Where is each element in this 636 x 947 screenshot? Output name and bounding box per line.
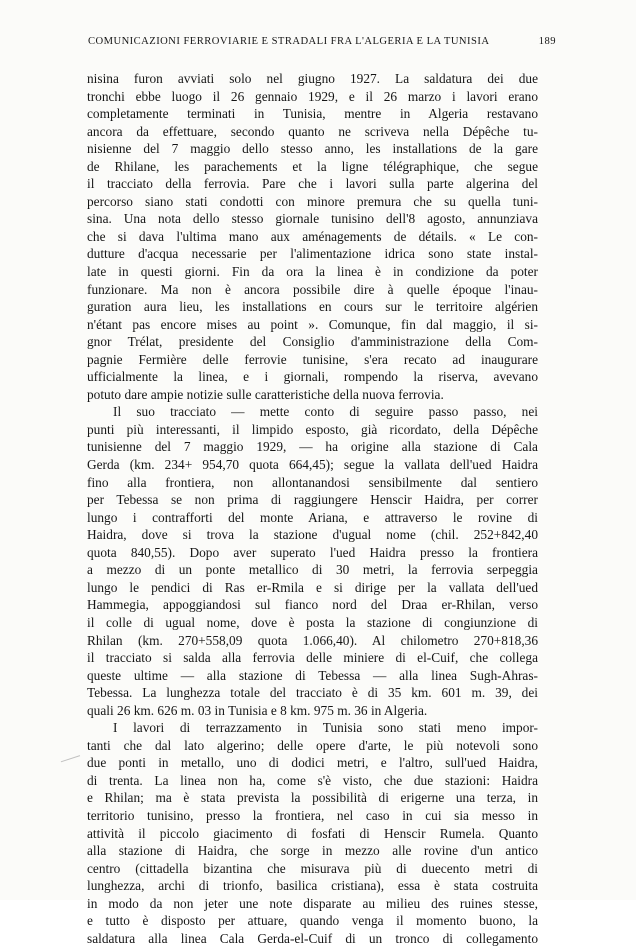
text-line: guration aura lieu, les installations en cours sur le territoire algérien <box>87 299 538 315</box>
running-head-title: COMUNICAZIONI FERROVIARIE E STRADALI FRA L'ALGERIA E LA TUNISIA <box>88 36 490 47</box>
text-line: per Tebessa se non prima di raggiungere Henscir Haidra, per correr <box>87 492 538 508</box>
text-line: punti più interessanti, il limpido esposto, già ricordato, della Dépêche <box>87 421 538 437</box>
text-line: lungo le pendici di Ras er-Rmila e si dirige per la vallata dell'ued <box>87 579 538 595</box>
text-line: Haidra, dove si trova la stazione d'ugual nome (chil. 252+842,40 <box>87 527 538 543</box>
text-line: funzionare. Ma non è ancora possibile dire à quelle époque l'inau- <box>87 281 538 297</box>
text-line: completamente terminati in Tunisia, mentre in Algeria restavano <box>87 106 538 122</box>
text-line: queste ultime — alla stazione di Tebessa — alla linea Sugh-Ahras- <box>87 667 538 683</box>
body-text <box>87 70 538 947</box>
text-line: il colle di ugual nome, dove è posta la stazione di congiunzione di <box>87 614 538 630</box>
text-line: che si dava l'ultima mano aux aménagements de détails. « Le con- <box>87 228 538 244</box>
text-line: potuto dare ampie notizie sulle caratteristiche della nuova ferrovia. <box>87 386 444 402</box>
text-line: late in questi giorni. Fin da ora la linea è in condizione da poter <box>87 264 538 280</box>
text-line: percorso siano stati condotti con minore premura che su quella tuni- <box>87 193 538 209</box>
text-line: de Rhilane, les parachements et la ligne télégraphique, che segue <box>87 158 538 174</box>
margin-pencil-mark <box>61 755 83 772</box>
text-line: in modo da non jeter une note disparate au milieu des ruines stesse, <box>87 895 538 911</box>
text-line: a mezzo di un ponte metallico di 30 metri, la ferrovia serpeggia <box>87 562 538 578</box>
text-line: tunisienne del 7 maggio 1929, — ha origine alla stazione di Cala <box>87 439 538 455</box>
text-line: e tutto è disposto per attuare, quando venga il momento buono, la <box>87 913 538 929</box>
text-line: nisienne del 7 maggio dello stesso anno, les installations de la gare <box>87 141 538 157</box>
text-line: territorio tunisino, presso la frontiera, nel caso in cui sia messo in <box>87 807 538 823</box>
text-line: il tracciato si salda alla ferrovia delle miniere di el-Cuif, che collega <box>87 650 538 666</box>
text-line: nisina furon avviati solo nel giugno 1927. La saldatura dei due <box>87 71 538 86</box>
text-line: lungo i contrafforti del monte Ariana, e attraverso le rovine di <box>87 509 538 525</box>
text-line: pagnie Fermière delle ferrovie tunisine, s'era recato ad inaugurare <box>87 351 538 367</box>
text-line: alla stazione di Haidra, che sorge in mezzo alle rovine d'un antico <box>87 843 538 859</box>
text-line: di trenta. La linea non ha, come s'è visto, che due stazioni: Haidra <box>87 772 538 788</box>
text-line: ufficialmente la linea, e i giornali, rompendo la riserva, avevano <box>87 369 538 385</box>
text-line: tanti che dal lato algerino; delle opere d'arte, le più notevoli sono <box>87 737 538 753</box>
text-line: sina. Una nota dello stesso giornale tunisino dell'8 agosto, annunziava <box>87 211 538 227</box>
text-line: dutture d'acqua necessarie per l'alimentazione idrica sono state instal- <box>87 246 538 262</box>
text-line: attività il piccolo giacimento di fosfati di Henscir Rumela. Quanto <box>87 825 538 841</box>
text-line: gnor Trélat, presidente del Consiglio d'amministrazione della Com- <box>87 334 538 350</box>
text-line: tronchi ebbe luogo il 26 gennaio 1929, e il 26 marzo i lavori erano <box>87 88 538 104</box>
text-line: quota 840,55). Dopo aver superato l'ued Haidra presso la frontiera <box>87 544 538 560</box>
text-line: centro (cittadella bizantina che misurava più di duecento metri di <box>87 860 538 876</box>
text-line: il tracciato della ferrovia. Pare che i lavori sulla parte algerina del <box>87 176 538 192</box>
text-line: Il suo tracciato — mette conto di seguire passo passo, nei <box>113 404 538 420</box>
text-line: I lavori di terrazzamento in Tunisia sono stati meno impor- <box>113 720 538 736</box>
text-line: Gerda (km. 234+ 954,70 quota 664,45); segue la vallata dell'ued Haidra <box>87 457 538 473</box>
text-line: e Rhilan; ma è stata prevista la possibilità di erigerne una terza, in <box>87 790 538 806</box>
text-line: Rhilan (km. 270+558,09 quota 1.066,40). Al chilometro 270+818,36 <box>87 632 538 648</box>
running-head <box>88 36 556 47</box>
text-line: due ponti in metallo, uno di dodici metri, e l'altro, sull'ued Haidra, <box>87 755 538 771</box>
text-line: quali 26 km. 626 m. 03 in Tunisia e 8 km. 975 m. 36 in Algeria. <box>87 702 428 718</box>
text-line: Tebessa. La lunghezza totale del tracciato è di 35 km. 601 m. 39, dei <box>87 685 538 701</box>
text-line: saldatura alla linea Cala Gerda-el-Cuif di un tronco di collegamento <box>87 930 538 946</box>
text-line: fino alla frontiera, non allontanandosi sensibilmente dal sentiero <box>87 474 538 490</box>
page-number: 189 <box>538 36 556 47</box>
text-line: ancora da effettuare, secondo quanto ne scriveva nella Dépêche tu- <box>87 123 538 139</box>
text-line: lunghezza, archi di trionfo, basilica cristiana), essa è stata costruita <box>87 878 538 894</box>
text-line: Hammegia, appoggiandosi sul fianco nord del Draa er-Rhilan, verso <box>87 597 538 613</box>
text-line: n'étant pas encore mises au point ». Comunque, fin dal maggio, il si- <box>87 316 538 332</box>
